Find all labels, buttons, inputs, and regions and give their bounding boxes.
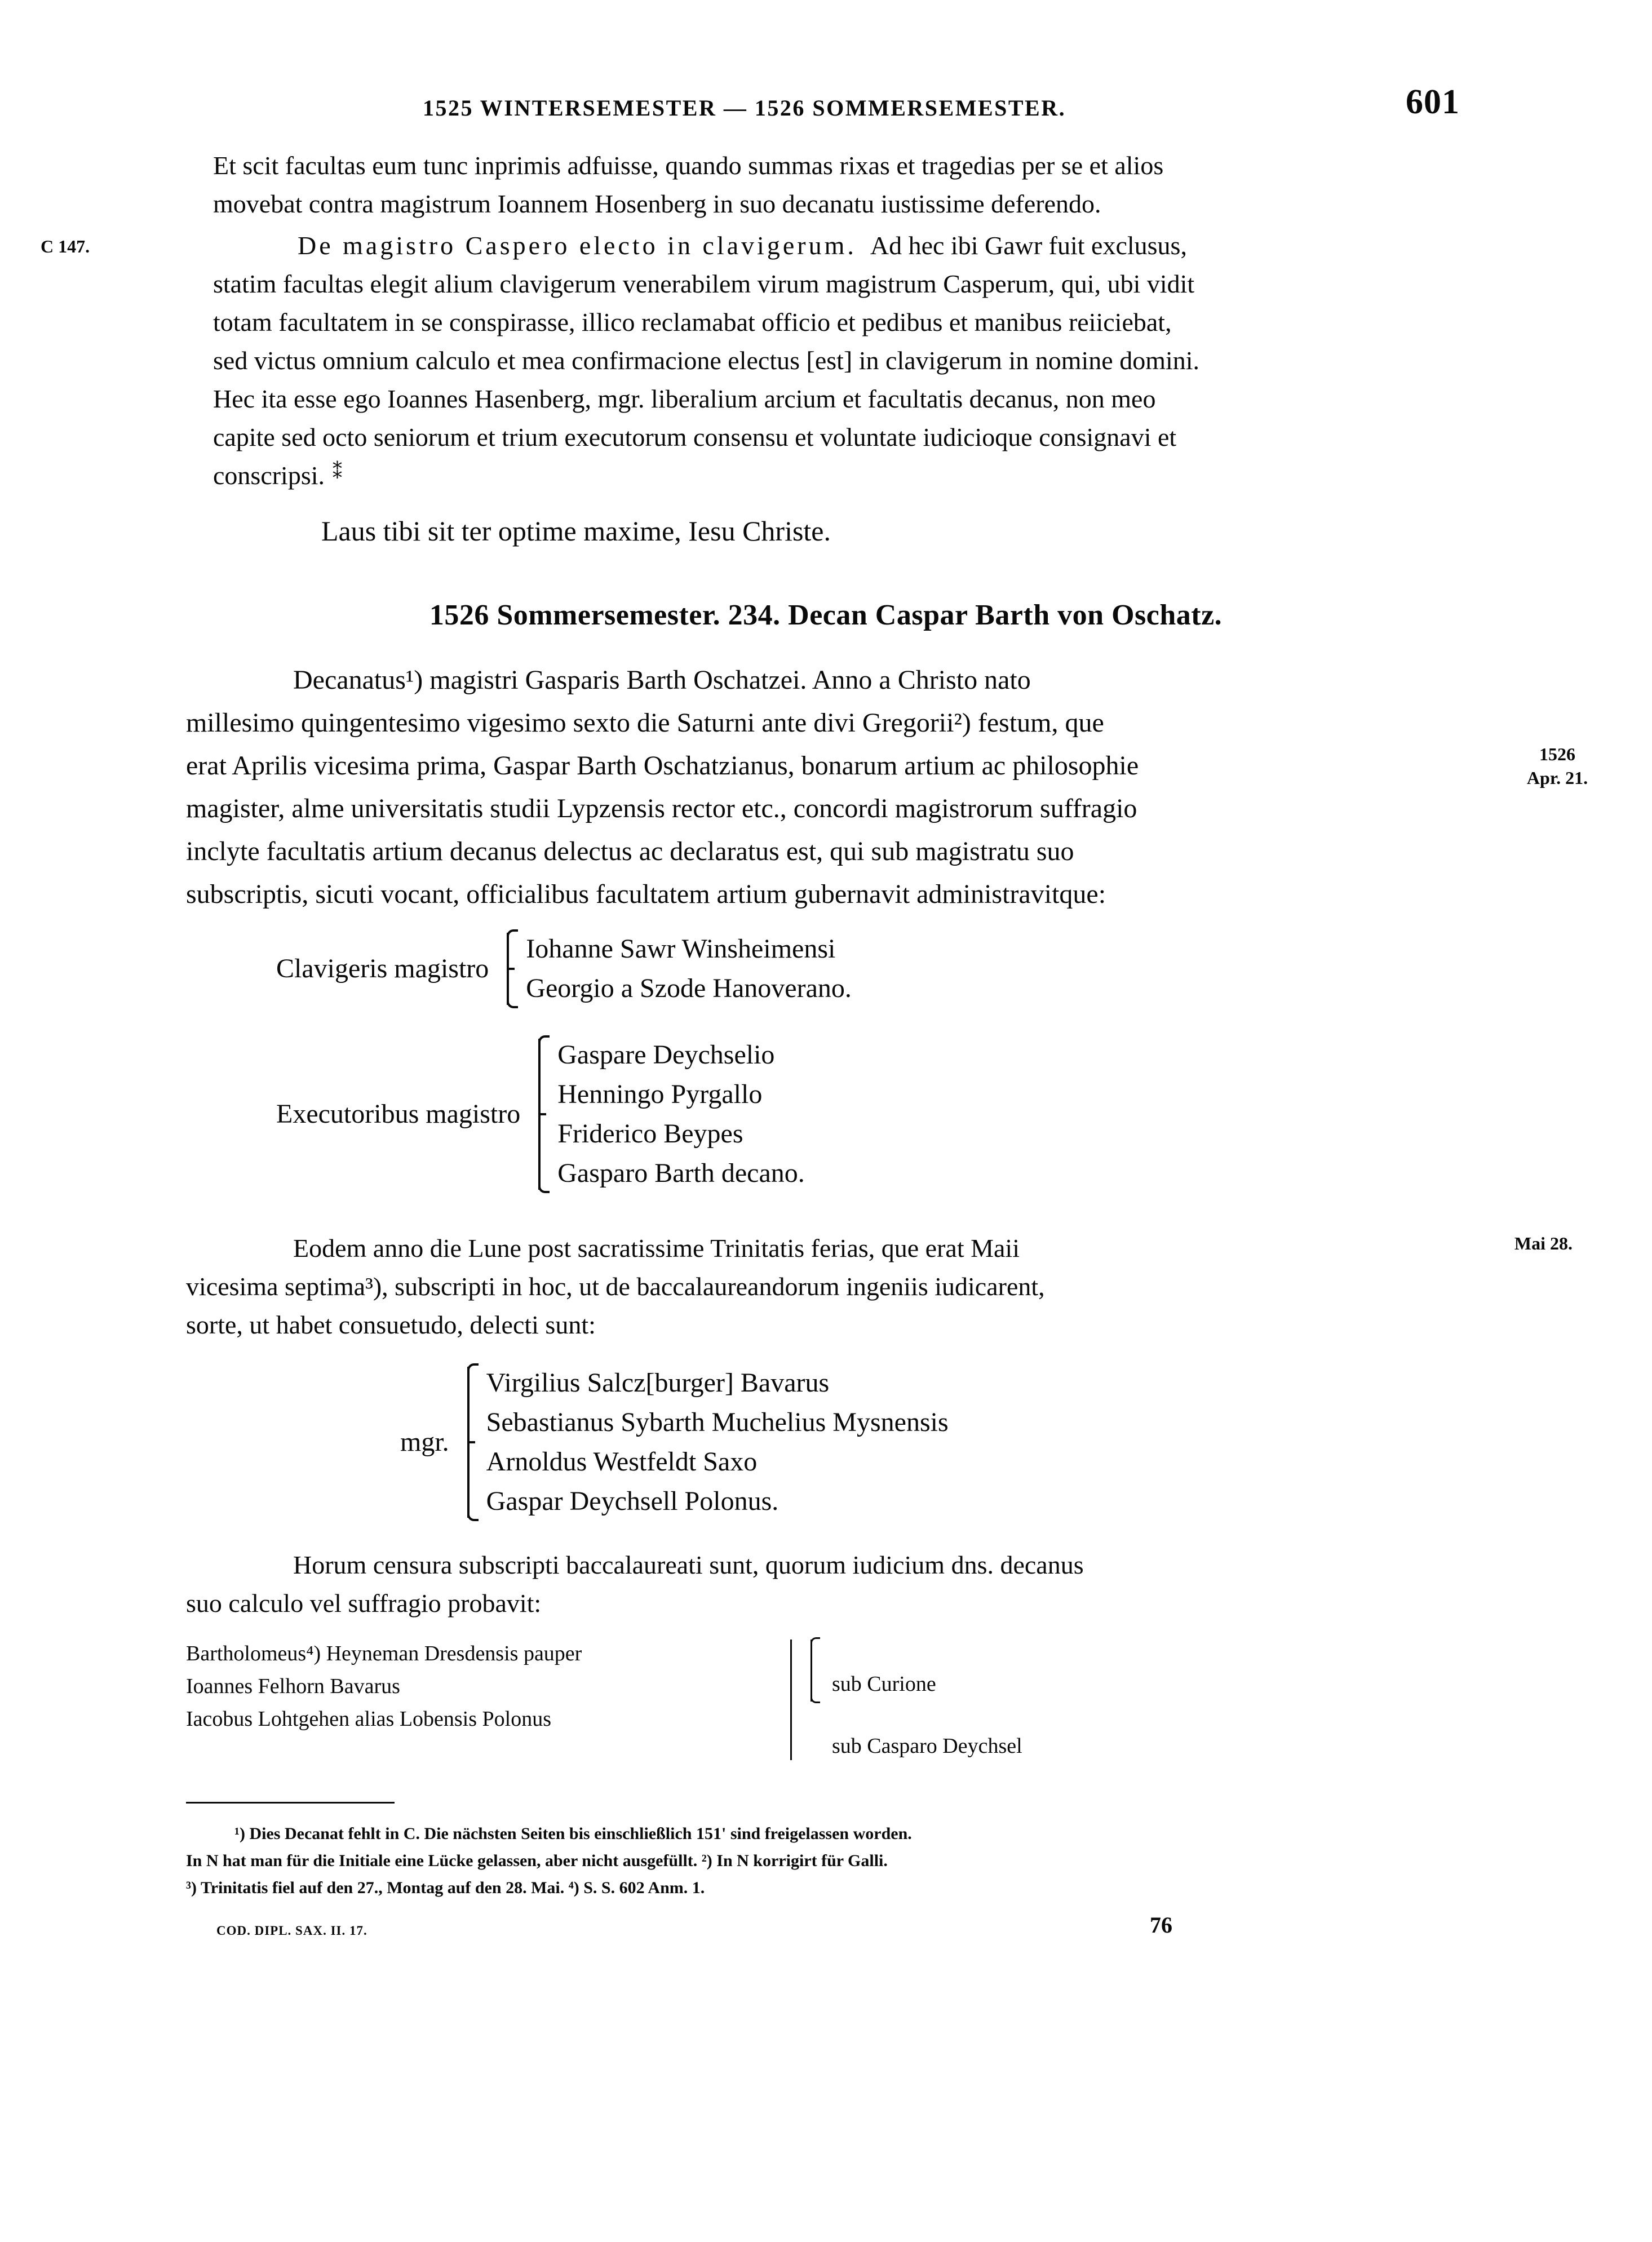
text-line <box>186 1229 1465 1268</box>
executoribus-brace-list <box>186 1035 1465 1193</box>
running-header <box>186 79 1465 147</box>
clavigeris-items <box>517 929 852 1008</box>
line-text: Laus tibi sit ter optime maxime, Iesu Christe. <box>321 515 831 547</box>
line-text: sed victus omnium calculo et mea confirmacione electus [est] in clavigerum in nomine domini. <box>213 346 1200 375</box>
colophon-row <box>186 1912 1465 1938</box>
list-item: Gaspare Deychselio <box>557 1040 775 1070</box>
line-text: subscriptis, sicuti vocant, officialibus facultatem artium gubernavit administravitque: <box>186 879 1106 909</box>
line-text: conscripsi. <box>213 461 325 490</box>
paragraph-horum-censura <box>186 1546 1465 1623</box>
outer-brace-icon <box>783 1637 800 1762</box>
line-text: vicesima septima³), subscripti in hoc, ut de baccalaureandorum ingeniis iudicarent, <box>186 1272 1045 1301</box>
paragraph-decanatus <box>186 659 1588 916</box>
line-text: Et scit facultas eum tunc inprimis adfuisse, quando summas rixas et tragedias per se et alios <box>213 151 1164 180</box>
inner-brace-icon <box>804 1637 823 1762</box>
section-heading: 1526 Sommersemester. 234. Decan Caspar Barth von Oschatz. <box>429 599 1223 631</box>
text-line <box>213 342 1465 380</box>
list-item: Virgilius Salcz[burger] Bavarus <box>486 1368 830 1398</box>
text-line <box>213 457 1465 495</box>
margin-note-mai28: Mai 28. <box>1514 1233 1573 1253</box>
mgr-label: mgr. <box>400 1427 449 1457</box>
clavigeris-label: Clavigeris magistro <box>276 954 489 983</box>
margin-note-c147: C 147. <box>41 236 90 256</box>
list-item: Georgio a Szode Hanoverano. <box>526 973 852 1003</box>
executoribus-label: Executoribus magistro <box>276 1099 521 1129</box>
text-line <box>186 745 1465 787</box>
margin-note-date <box>1498 742 1616 790</box>
list-item: Sebastianus Sybarth Muchelius Mysnensis <box>486 1407 949 1437</box>
text-line <box>213 418 1465 457</box>
text-line <box>213 265 1465 303</box>
line-text: inclyte facultatis artium decanus delectus ac declaratus est, qui sub magistratu suo <box>186 836 1074 866</box>
list-item: sub Casparo Deychsel <box>832 1734 1022 1758</box>
line-text: magister, alme universitatis studii Lypzensis rector etc., concordi magistrorum suffragio <box>186 794 1137 823</box>
signature-sheet-number: 76 <box>1150 1912 1172 1938</box>
text-line <box>186 830 1465 873</box>
curly-brace-icon <box>458 1363 477 1521</box>
executoribus-items <box>548 1035 805 1193</box>
text-line <box>213 147 1465 185</box>
editorial-dagger-mark: ⁑ <box>333 462 343 483</box>
line-text: Decanatus¹) magistri Gasparis Barth Oschatzei. Anno a Christo nato <box>293 665 1031 695</box>
text-line <box>186 702 1465 745</box>
inline-heading-de-magistro: De magistro Caspero electo in clavigerum. <box>298 231 857 260</box>
line-text: Hec ita esse ego Ioannes Hasenberg, mgr. liberalium arcium et facultatis decanus, non meo <box>213 384 1156 413</box>
mgr-brace-list <box>186 1363 1465 1521</box>
list-item: Gasparo Barth decano. <box>557 1158 805 1188</box>
footnote-line: In N hat man für die Initiale eine Lücke gelassen, aber nicht ausgefüllt. ²) In N korrigirt für Galli. <box>186 1851 888 1870</box>
line-text: erat Aprilis vicesima prima, Gaspar Barth Oschatzianus, bonarum artium ac philosophie <box>186 751 1139 781</box>
line-text: Eodem anno die Lune post sacratissime Trinitatis ferias, que erat Maii <box>293 1234 1020 1262</box>
list-item: Henningo Pyrgallo <box>557 1079 763 1109</box>
text-line <box>213 227 1465 265</box>
text-line <box>213 185 1465 223</box>
line-text: movebat contra magistrum Ioannem Hosenberg in suo decanatu iustissime deferendo. <box>213 189 1101 218</box>
curly-brace-icon <box>498 929 517 1008</box>
paragraph-de-magistro <box>41 227 1465 495</box>
mgr-items <box>477 1363 949 1521</box>
list-item: Arnoldus Westfeldt Saxo <box>486 1447 758 1477</box>
baccalaurei-list <box>186 1637 1465 1762</box>
baccalaurei-supervisors <box>823 1637 1022 1762</box>
line-text: millesimo quingentesimo vigesimo sexto die Saturni ante divi Gregorii²) festum, que <box>186 708 1104 738</box>
line-text: capite sed octo seniorum et trium executorum consensu et voluntate iudicioque consignavi et <box>213 423 1177 451</box>
list-item: Iohanne Sawr Winsheimensi <box>526 934 836 964</box>
line-text: Horum censura subscripti baccalaureati sunt, quorum iudicium dns. decanus <box>293 1550 1084 1579</box>
text-line <box>186 1268 1465 1306</box>
baccalaurei-names <box>186 1637 783 1762</box>
list-item: Bartholomeus⁴) Heyneman Dresdensis pauper <box>186 1642 582 1665</box>
line-text: totam facultatem in se conspirasse, illico reclamabat officio et pedibus et manibus reiiciebat, <box>213 308 1172 336</box>
footnote-line: ¹) Dies Decanat fehlt in C. Die nächsten Seiten bis einschließlich 151' sind freigelassen worden. <box>234 1824 912 1843</box>
text-line <box>213 380 1465 418</box>
margin-date-year: 1526 <box>1539 744 1575 764</box>
list-item: Friderico Beypes <box>557 1119 743 1149</box>
list-item: sub Curione <box>832 1672 936 1696</box>
curly-brace-icon <box>529 1035 548 1193</box>
line-text: Ad hec ibi Gawr fuit exclusus, <box>870 231 1187 260</box>
paragraph-laus-tibi <box>186 512 1465 550</box>
margin-date-day: Apr. 21. <box>1526 768 1588 788</box>
paragraph-et-scit <box>186 147 1465 223</box>
text-line <box>186 1546 1465 1584</box>
line-text: suo calculo vel suffragio probavit: <box>186 1589 542 1618</box>
list-item: Gaspar Deychsell Polonus. <box>486 1486 779 1516</box>
text-line <box>186 1584 1465 1623</box>
footnotes <box>186 1820 1465 1902</box>
page-content <box>41 79 1588 1938</box>
list-item: Ioannes Felhorn Bavarus <box>186 1674 400 1698</box>
text-line <box>213 303 1465 342</box>
text-line <box>186 659 1465 702</box>
clavigeris-brace-list <box>186 929 1465 1008</box>
line-text: statim facultas elegit alium clavigerum venerabilem virum magistrum Casperum, qui, ubi vidit <box>213 269 1195 298</box>
page-number: 601 <box>1406 83 1460 121</box>
running-title: 1525 WINTERSEMESTER — 1526 SOMMERSEMESTER. <box>423 95 1066 121</box>
footnote-separator-rule <box>186 1802 395 1804</box>
footnote-line: ³) Trinitatis fiel auf den 27., Montag auf den 28. Mai. ⁴) S. S. 602 Anm. 1. <box>186 1878 705 1897</box>
paragraph-eodem-anno <box>186 1229 1573 1344</box>
text-line <box>186 787 1465 830</box>
text-line <box>186 873 1465 916</box>
line-text: sorte, ut habet consuetudo, delecti sunt: <box>186 1310 596 1339</box>
colophon-imprint: COD. DIPL. SAX. II. 17. <box>216 1924 367 1938</box>
list-item: Iacobus Lohtgehen alias Lobensis Polonus <box>186 1707 552 1731</box>
text-line <box>186 1306 1465 1344</box>
